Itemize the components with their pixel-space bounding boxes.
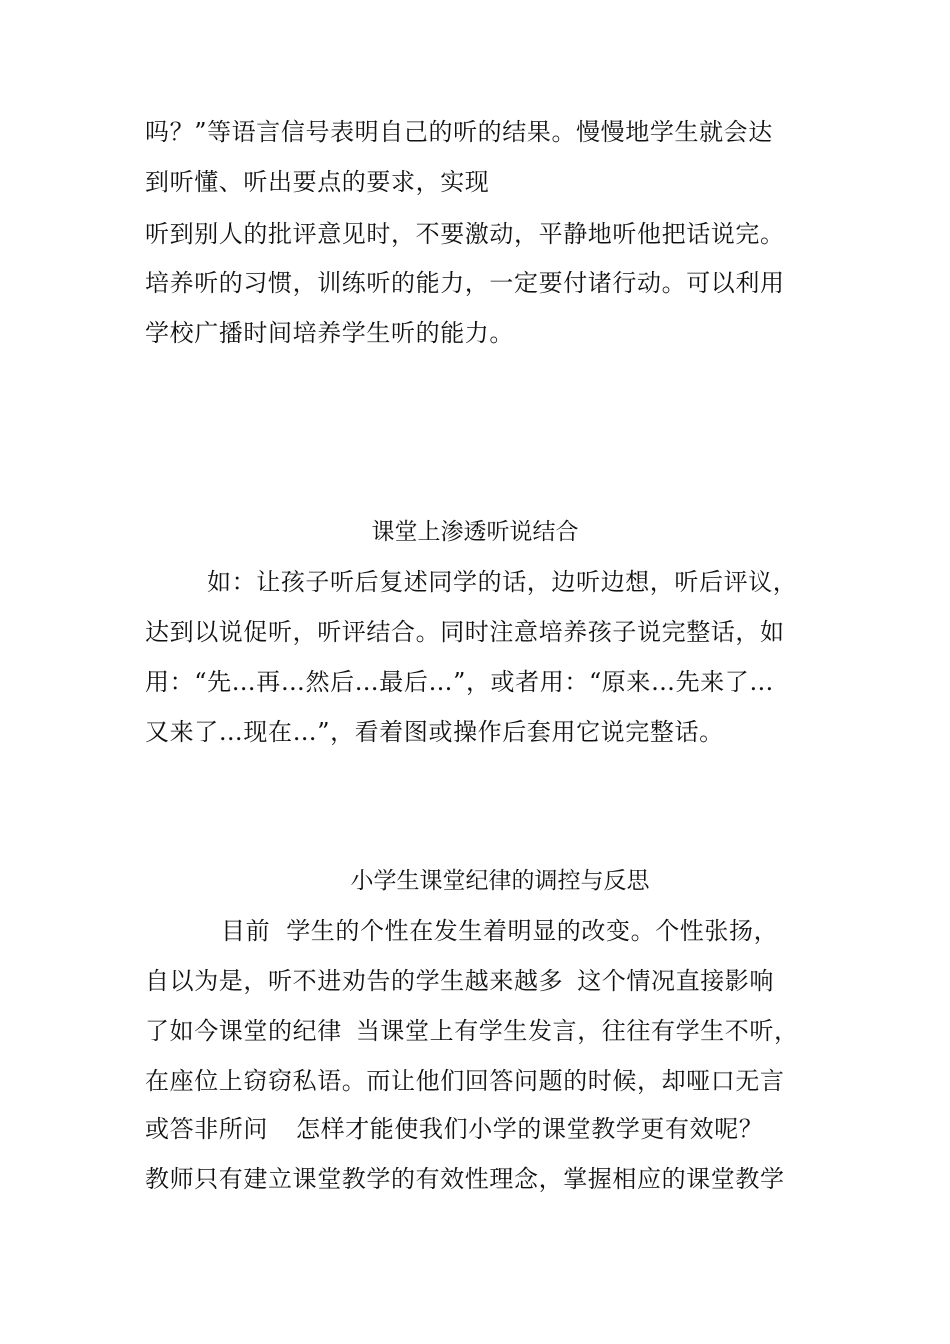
paragraph-line: 达到以说促听，听评结合。同时注意培养孩子说完整话，如 [145, 618, 785, 646]
section-heading: 小学生课堂纪律的调控与反思 [350, 868, 650, 894]
paragraph-line: 如：让孩子听后复述同学的话，边听边想，听后评议， [207, 568, 798, 596]
text-fragment: 了如今课堂的纪律 [145, 1017, 342, 1045]
text-fragment: 或答非所问 [145, 1115, 268, 1143]
paragraph-line: 在座位上窃窃私语。而让他们回答问题的时候，却哑口无言 [145, 1067, 785, 1095]
paragraph-line [145, 966, 810, 996]
section-heading: 课堂上渗透听说结合 [371, 519, 579, 545]
text-fragment: 怎样才能使我们小学的课堂教学更有效呢？ [296, 1115, 764, 1143]
paragraph-line [145, 1114, 810, 1144]
paragraph-line: 学校广播时间培养学生听的能力。 [145, 319, 514, 347]
paragraph-line: 到听懂、听出要点的要求，实现 [145, 168, 490, 196]
paragraph-line [145, 1016, 810, 1046]
paragraph-line: 吗？”等语言信号表明自己的听的结果。慢慢地学生就会达 [145, 118, 773, 146]
paragraph-line: 培养听的习惯，训练听的能力，一定要付诸行动。可以利用 [145, 269, 785, 297]
text-fragment: 当课堂上有学生发言，往往有学生不听， [355, 1017, 799, 1045]
paragraph-line [221, 916, 810, 946]
text-fragment: 这个情况直接影响 [577, 967, 775, 995]
text-fragment: 自以为是，听不进劝告的学生越来越多 [145, 967, 564, 995]
text-fragment: 学生的个性在发生着明显的改变。个性张扬， [286, 917, 779, 945]
paragraph-line: 听到别人的批评意见时，不要激动，平静地听他把话说完。 [145, 220, 785, 248]
paragraph-line: 又来了…现在…”，看着图或操作后套用它说完整话。 [145, 718, 724, 746]
text-fragment: 目前 [221, 917, 271, 945]
paragraph-line: 教师只有建立课堂教学的有效性理念，掌握相应的课堂教学 [145, 1165, 785, 1193]
paragraph-line: 用：“先…再…然后…最后…”，或者用：“原来…先来了… [145, 668, 775, 696]
